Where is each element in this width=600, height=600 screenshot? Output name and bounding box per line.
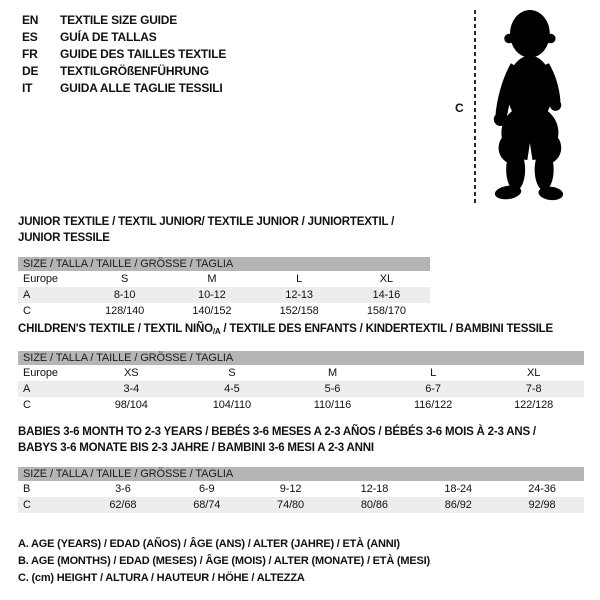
table-row — [18, 303, 430, 319]
table-cell: 8-10 — [113, 289, 136, 301]
table-cell: 110/116 — [313, 399, 352, 411]
table-cell: 128/140 — [105, 305, 145, 317]
legend-line: A. AGE (YEARS) / EDAD (AÑOS) / ÂGE (ANS) / ALTER (JAHRE) / ETÀ (ANNI) — [18, 538, 400, 550]
row-label: Europe — [23, 273, 58, 285]
table-cell: 68/74 — [193, 499, 221, 511]
table-title-line — [18, 214, 430, 246]
size-header-bar: SIZE / TALLA / TAILLE / GRÖSSE / TAGLIA — [18, 257, 430, 271]
row-label: C — [23, 399, 31, 411]
row-label: A — [23, 383, 31, 395]
language-row — [22, 63, 226, 80]
table-cell: M — [327, 367, 338, 379]
table-row — [18, 287, 430, 303]
language-title: GUÍA DE TALLAS — [60, 30, 157, 44]
table-cell: M — [207, 273, 217, 285]
size-table-2 — [18, 321, 584, 413]
size-header-bar: SIZE / TALLA / TAILLE / GRÖSSE / TAGLIA — [18, 351, 584, 365]
language-title: TEXTILGRÖßENFÜHRUNG — [60, 64, 209, 78]
title-text: CHILDREN'S TEXTILE / TEXTIL NIÑO — [18, 323, 213, 335]
title-text: JUNIOR TEXTILE / TEXTIL JUNIOR/ TEXTILE JUNIOR / JUNIORTEXTIL / JUNIOR TESSILE — [18, 216, 395, 244]
table-cell: 24-36 — [528, 483, 556, 495]
height-measure-label: C — [455, 101, 464, 115]
language-title: GUIDA ALLE TAGLIE TESSILI — [60, 81, 223, 95]
language-code: ES — [22, 30, 38, 44]
table-cell: 152/158 — [279, 305, 319, 317]
table-row — [18, 381, 584, 397]
table-row — [18, 271, 430, 287]
row-label: C — [23, 305, 31, 317]
table-row — [18, 365, 584, 381]
measurement-legend — [18, 536, 430, 587]
language-title: GUIDE DES TAILLES TEXTILE — [60, 47, 227, 61]
table-title — [18, 321, 584, 340]
title-text: BABIES 3-6 MONTH TO 2-3 YEARS / BEBÉS 3-6 MESES A 2-3 AÑOS / BÉBÉS 3-6 MOIS À 2-3 ANS / — [18, 426, 536, 438]
size-header-bar: SIZE / TALLA / TAILLE / GRÖSSE / TAGLIA — [18, 467, 584, 481]
table-title-line — [18, 424, 584, 440]
table-title — [18, 424, 584, 456]
row-label: C — [23, 499, 31, 511]
table-title-line — [18, 321, 584, 340]
language-code: IT — [22, 81, 33, 95]
table-cell: 14-16 — [372, 289, 401, 301]
table-cell: 116/122 — [413, 399, 453, 411]
table-title-line — [18, 440, 584, 456]
language-row — [22, 12, 226, 29]
table-cell: 74/80 — [277, 499, 305, 511]
table-cell: 140/152 — [192, 305, 232, 317]
table-row — [18, 397, 584, 413]
language-row — [22, 80, 226, 97]
table-cell: 6-9 — [198, 483, 215, 495]
title-text: BABYS 3-6 MONATE BIS 2-3 JAHRE / BAMBINI 3-6 MESI A 2-3 ANNI — [18, 442, 374, 454]
table-cell: L — [430, 367, 437, 379]
row-label: B — [23, 483, 31, 495]
table-cell: 7-8 — [525, 383, 542, 395]
table-cell: 9-12 — [279, 483, 302, 495]
table-cell: 98/104 — [114, 399, 148, 411]
table-cell: 5-6 — [324, 383, 341, 395]
table-cell: 18-24 — [444, 483, 473, 495]
table-cell: 92/98 — [528, 499, 556, 511]
table-cell: 122/128 — [514, 399, 554, 411]
table-cell: 3-4 — [123, 383, 140, 395]
language-row — [22, 29, 226, 46]
table-row — [18, 481, 584, 497]
table-cell: XL — [527, 367, 541, 379]
table-cell: 80/86 — [360, 499, 388, 511]
table-cell: 62/68 — [109, 499, 137, 511]
size-table-1 — [18, 214, 430, 319]
language-row — [22, 46, 226, 63]
table-cell: 12-13 — [285, 289, 313, 301]
table-cell: 4-5 — [224, 383, 240, 395]
table-cell: 12-18 — [360, 483, 389, 495]
table-cell: 158/170 — [366, 305, 406, 317]
table-cell: S — [228, 367, 236, 379]
language-title: TEXTILE SIZE GUIDE — [60, 13, 178, 27]
legend-line: B. AGE (MONTHS) / EDAD (MESES) / ÂGE (MOIS) / ALTER (MONATE) / ETÀ (MESI) — [18, 555, 430, 567]
table-cell: S — [121, 273, 129, 285]
toddler-silhouette-icon — [490, 6, 585, 206]
table-cell: 3-6 — [115, 483, 131, 495]
table-cell: XL — [379, 273, 393, 285]
title-text: / TEXTILE DES ENFANTS / KINDERTEXTIL / BAMBINI TESSILE — [220, 323, 553, 335]
table-cell: L — [296, 273, 303, 285]
language-code: FR — [22, 47, 38, 61]
language-code: DE — [22, 64, 39, 78]
size-table-3 — [18, 424, 584, 513]
table-title — [18, 214, 430, 246]
language-title-list — [22, 12, 226, 97]
table-row — [18, 497, 584, 513]
table-cell: XS — [124, 367, 139, 379]
row-label: A — [23, 289, 31, 301]
table-cell: 10-12 — [198, 289, 226, 301]
legend-line: C. (cm) HEIGHT / ALTURA / HAUTEUR / HÖHE / ALTEZZA — [18, 572, 305, 584]
height-measure-dashed-line — [474, 10, 476, 204]
table-cell: 6-7 — [425, 383, 441, 395]
language-code: EN — [22, 13, 39, 27]
table-cell: 86/92 — [444, 499, 472, 511]
title-subscript: /A — [212, 327, 221, 336]
row-label: Europe — [23, 367, 58, 379]
table-cell: 104/110 — [212, 399, 252, 411]
